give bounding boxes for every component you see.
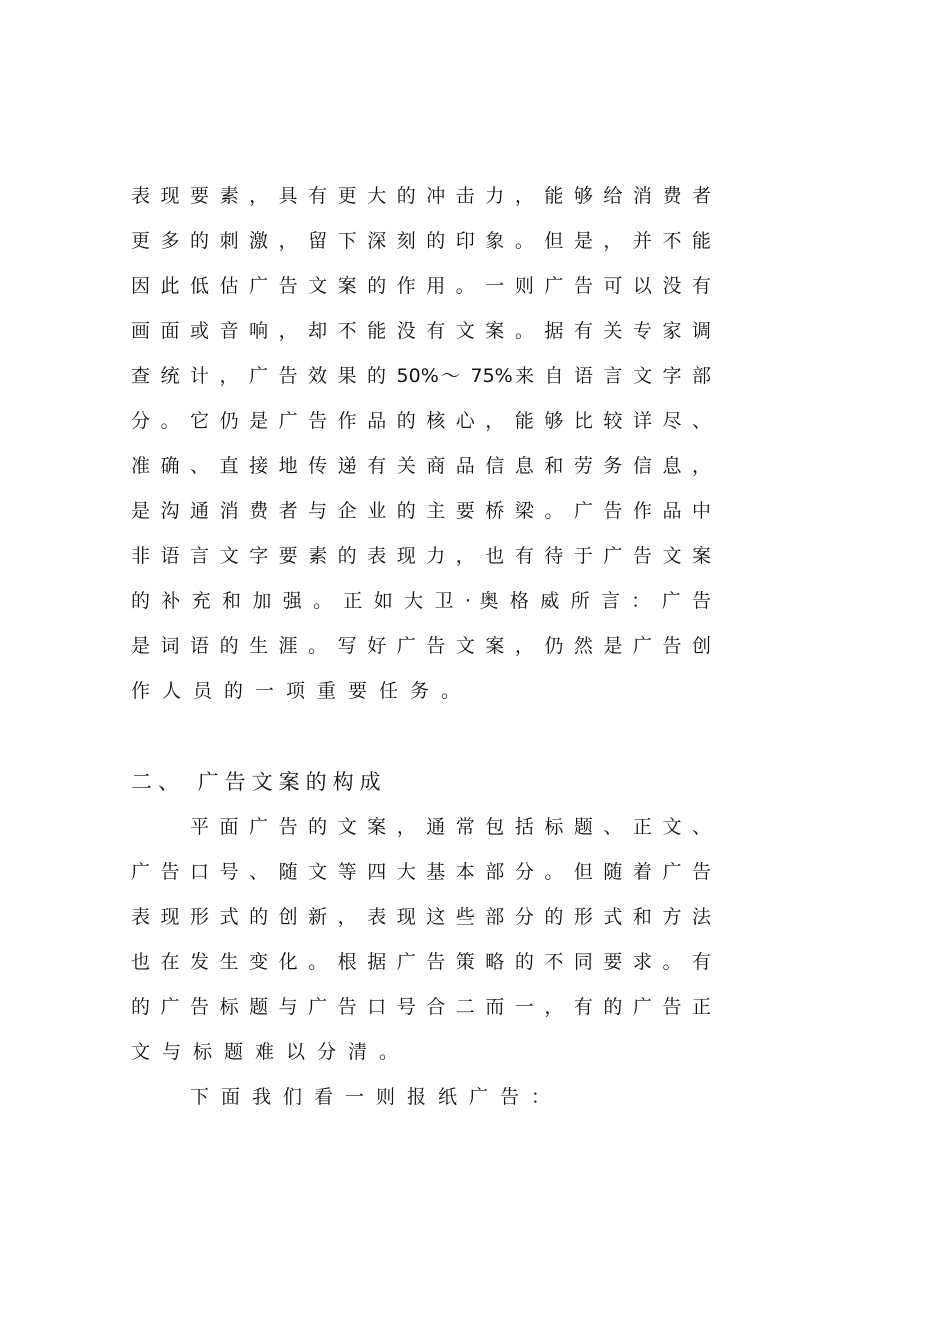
paragraph-line: 分 。 它 仍 是 广 告 作 品 的 核 心 ， 能 够 比 较 详 尽 、 [131,410,711,432]
paragraph-line: 是 沟 通 消 费 者 与 企 业 的 主 要 桥 梁 。 广 告 作 品 中 [131,500,711,522]
paragraph-line: 下面我们看一则报纸广告： [190,1086,563,1108]
paragraph-line: 表 现 形 式 的 创 新 ， 表 现 这 些 部 分 的 形 式 和 方 法 [131,906,711,928]
paragraph-line: 的 补 充 和 加 强 。 正 如 大 卫 · 奥 格 威 所 言 ： 广 告 [131,590,711,612]
paragraph-line: 查 统 计 ， 广 告 效 果 的 50%～ 75%来 自 语 言 文 字 部 [131,365,711,387]
paragraph-line: 非 语 言 文 字 要 素 的 表 现 力 ， 也 有 待 于 广 告 文 案 [131,545,711,567]
section-heading: 二、 广告文案的构成 [131,770,387,794]
paragraph-line: 准 确 、 直 接 地 传 递 有 关 商 品 信 息 和 劳 务 信 息 ， [131,455,711,477]
paragraph-line: 广 告 口 号 、 随 文 等 四 大 基 本 部 分 。 但 随 着 广 告 [131,861,711,883]
paragraph-line: 也 在 发 生 变 化 。 根 据 广 告 策 略 的 不 同 要 求 。 有 [131,951,711,973]
paragraph-first-line: 平 面 广 告 的 文 案 ， 通 常 包 括 标 题 、 正 文 、 [190,816,711,838]
paragraph-last-line: 作人员的一项重要任务。 [131,680,473,702]
paragraph-line: 是 词 语 的 生 涯 。 写 好 广 告 文 案 ， 仍 然 是 广 告 创 [131,635,711,657]
paragraph-last-line: 文与标题难以分清。 [131,1041,411,1063]
paragraph-line: 因 此 低 估 广 告 文 案 的 作 用 。 一 则 广 告 可 以 没 有 [131,275,711,297]
paragraph-line: 表 现 要 素 ， 具 有 更 大 的 冲 击 力 ， 能 够 给 消 费 者 [131,185,711,207]
paragraph-line: 画 面 或 音 响 ， 却 不 能 没 有 文 案 。 据 有 关 专 家 调 [131,320,711,342]
paragraph-line: 的 广 告 标 题 与 广 告 口 号 合 二 而 一 ， 有 的 广 告 正 [131,996,711,1018]
paragraph-line: 更 多 的 刺 激 ， 留 下 深 刻 的 印 象 。 但 是 ， 并 不 能 [131,230,711,252]
